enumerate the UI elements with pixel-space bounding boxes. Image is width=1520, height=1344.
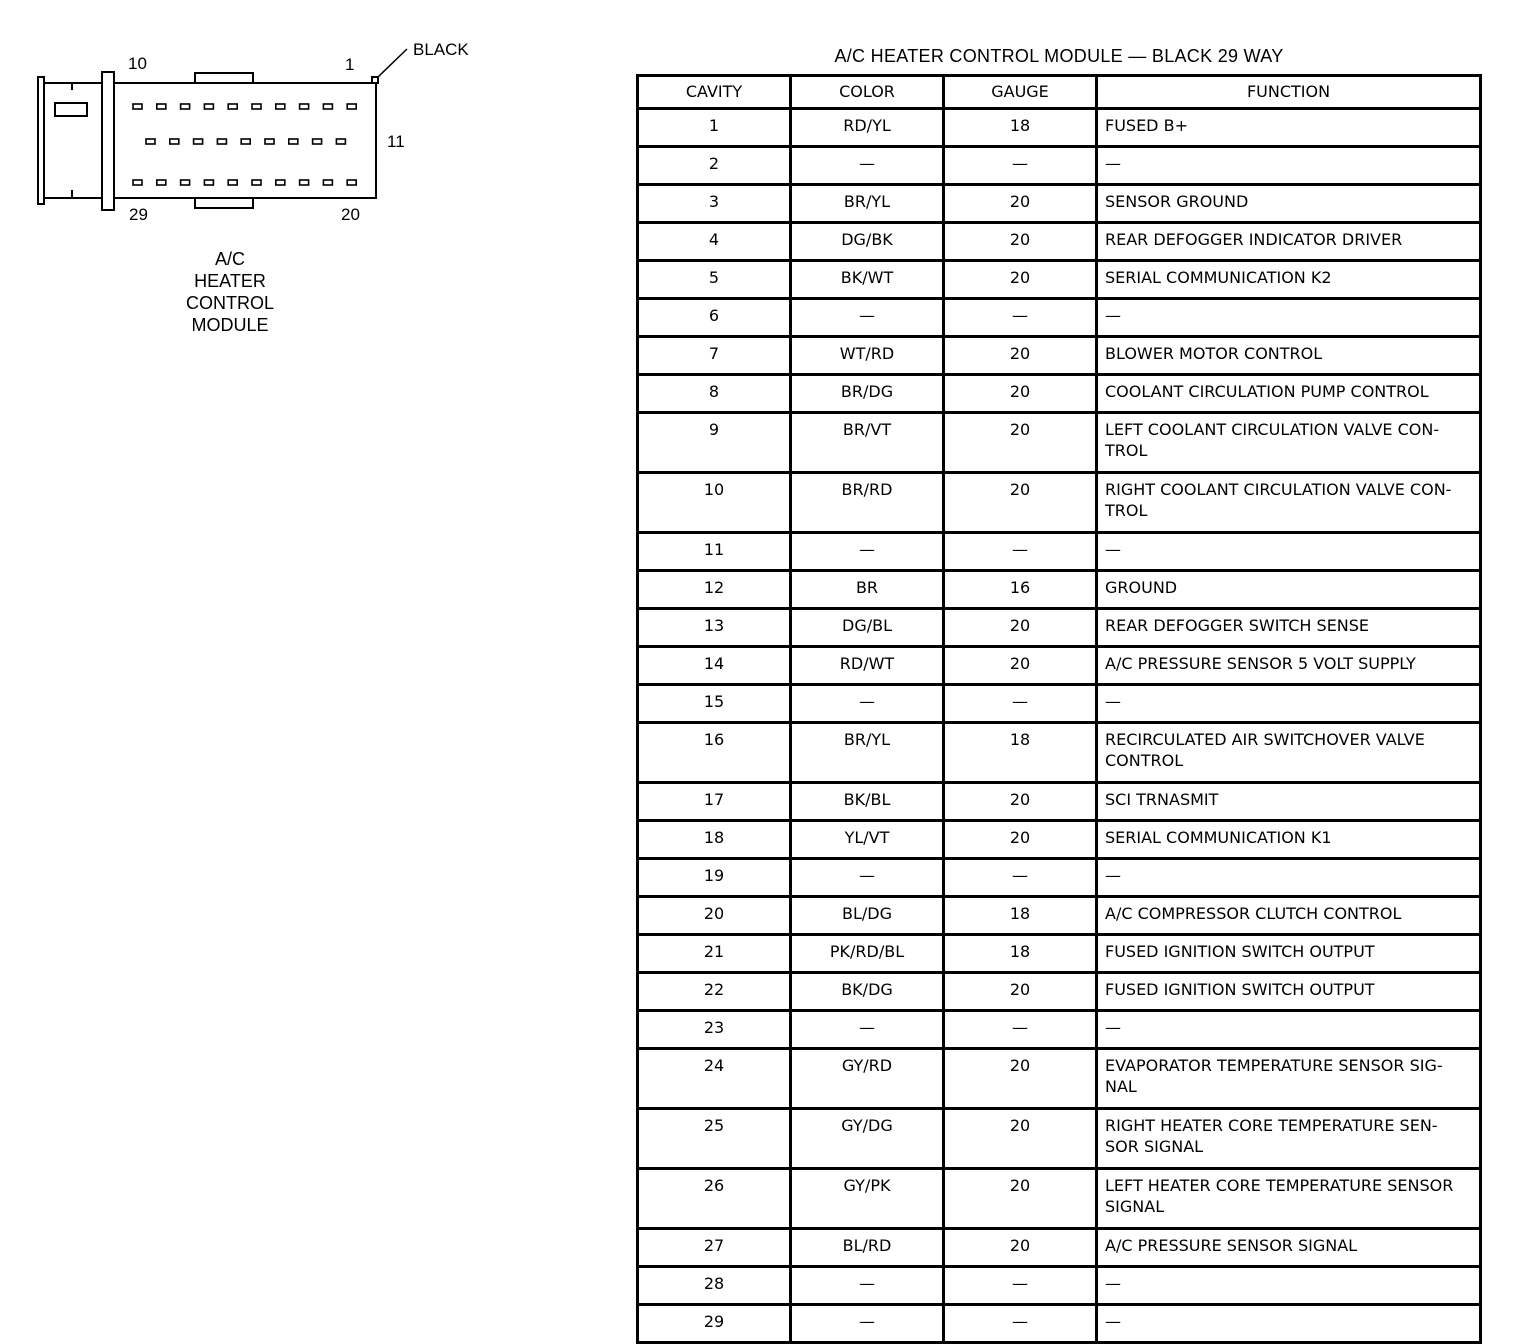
table-row	[638, 1267, 1481, 1305]
cell-color: BR	[791, 571, 944, 609]
connector-color-label: BLACK	[413, 40, 469, 59]
cell-color: GY/RD	[791, 1049, 944, 1109]
cell-color: —	[791, 299, 944, 337]
cell-function: LEFT HEATER CORE TEMPERATURE SENSOR SIGNAL	[1097, 1169, 1481, 1229]
cell-color: DG/BL	[791, 609, 944, 647]
cell-cavity: 15	[638, 685, 791, 723]
table-row	[638, 783, 1481, 821]
table-row	[638, 1049, 1481, 1109]
table-row	[638, 571, 1481, 609]
cell-cavity: 25	[638, 1109, 791, 1169]
cell-gauge: 20	[944, 1109, 1097, 1169]
cell-color: BK/WT	[791, 261, 944, 299]
cell-color: —	[791, 685, 944, 723]
cell-cavity: 12	[638, 571, 791, 609]
cell-cavity: 9	[638, 413, 791, 473]
cell-color: YL/VT	[791, 821, 944, 859]
pin-slot	[157, 180, 166, 185]
cell-gauge: —	[944, 1267, 1097, 1305]
header-function: FUNCTION	[1097, 76, 1481, 109]
table-row	[638, 685, 1481, 723]
table-row	[638, 1305, 1481, 1343]
pin-slot	[265, 139, 274, 144]
cell-function: BLOWER MOTOR CONTROL	[1097, 337, 1481, 375]
cell-cavity: 29	[638, 1305, 791, 1343]
cell-function: RIGHT HEATER CORE TEMPERATURE SEN-SOR SIGNAL	[1097, 1109, 1481, 1169]
cell-function: REAR DEFOGGER INDICATOR DRIVER	[1097, 223, 1481, 261]
cell-function: GROUND	[1097, 571, 1481, 609]
table-title: A/C HEATER CONTROL MODULE — BLACK 29 WAY	[834, 46, 1284, 66]
cell-color: WT/RD	[791, 337, 944, 375]
cell-function: A/C PRESSURE SENSOR SIGNAL	[1097, 1229, 1481, 1267]
cell-function: A/C COMPRESSOR CLUTCH CONTROL	[1097, 897, 1481, 935]
header-gauge: GAUGE	[944, 76, 1097, 109]
cell-color: BR/YL	[791, 723, 944, 783]
cell-color: BR/VT	[791, 413, 944, 473]
cell-cavity: 27	[638, 1229, 791, 1267]
cell-color: GY/DG	[791, 1109, 944, 1169]
cell-gauge: 18	[944, 723, 1097, 783]
cell-color: RD/YL	[791, 109, 944, 147]
table-row	[638, 413, 1481, 473]
cell-cavity: 16	[638, 723, 791, 783]
cell-function: —	[1097, 1267, 1481, 1305]
cell-function: EVAPORATOR TEMPERATURE SENSOR SIG-NAL	[1097, 1049, 1481, 1109]
cell-cavity: 4	[638, 223, 791, 261]
table-row	[638, 375, 1481, 413]
cell-function: —	[1097, 859, 1481, 897]
table-row	[638, 147, 1481, 185]
table-row	[638, 609, 1481, 647]
cell-function: SENSOR GROUND	[1097, 185, 1481, 223]
cell-gauge: 16	[944, 571, 1097, 609]
cell-gauge: 20	[944, 647, 1097, 685]
header-cavity: CAVITY	[638, 76, 791, 109]
cell-cavity: 22	[638, 973, 791, 1011]
pin-slot	[323, 180, 332, 185]
cell-cavity: 13	[638, 609, 791, 647]
cell-color: RD/WT	[791, 647, 944, 685]
cell-function: SERIAL COMMUNICATION K1	[1097, 821, 1481, 859]
cell-function: —	[1097, 1011, 1481, 1049]
cell-cavity: 19	[638, 859, 791, 897]
table-row	[638, 223, 1481, 261]
table-row	[638, 1011, 1481, 1049]
pin-slot	[323, 104, 332, 109]
cell-cavity: 1	[638, 109, 791, 147]
cell-function: LEFT COOLANT CIRCULATION VALVE CON-TROL	[1097, 413, 1481, 473]
cell-function: —	[1097, 299, 1481, 337]
caption-line: MODULE	[191, 315, 269, 335]
pin-slot	[194, 139, 203, 144]
table-row	[638, 821, 1481, 859]
cell-gauge: —	[944, 1011, 1097, 1049]
cell-gauge: —	[944, 533, 1097, 571]
table-row	[638, 337, 1481, 375]
table-row	[638, 723, 1481, 783]
pin-slot	[157, 104, 166, 109]
cell-color: BL/DG	[791, 897, 944, 935]
pin-slot	[347, 180, 356, 185]
cell-gauge: 20	[944, 473, 1097, 533]
pin-slot	[252, 180, 261, 185]
cell-function: COOLANT CIRCULATION PUMP CONTROL	[1097, 375, 1481, 413]
cell-color: —	[791, 859, 944, 897]
cell-cavity: 17	[638, 783, 791, 821]
cell-cavity: 10	[638, 473, 791, 533]
pin-label-20: 20	[341, 205, 360, 224]
cell-color: PK/RD/BL	[791, 935, 944, 973]
pin-slot	[241, 139, 250, 144]
cell-color: —	[791, 1011, 944, 1049]
pin-slot	[170, 139, 179, 144]
cell-function: SERIAL COMMUNICATION K2	[1097, 261, 1481, 299]
pinout-table	[636, 74, 1482, 1344]
cell-function: FUSED B+	[1097, 109, 1481, 147]
pin-slot	[336, 139, 345, 144]
cell-color: BR/DG	[791, 375, 944, 413]
pin-slot	[347, 104, 356, 109]
connector-diagram	[0, 0, 520, 360]
cell-function: —	[1097, 1305, 1481, 1343]
cell-cavity: 6	[638, 299, 791, 337]
table-row	[638, 185, 1481, 223]
pin-label-1: 1	[345, 55, 355, 74]
cell-function: FUSED IGNITION SWITCH OUTPUT	[1097, 973, 1481, 1011]
cell-color: DG/BK	[791, 223, 944, 261]
pin-slot	[313, 139, 322, 144]
table-row	[638, 533, 1481, 571]
cell-color: —	[791, 1305, 944, 1343]
table-row	[638, 1109, 1481, 1169]
cell-function: RECIRCULATED AIR SWITCHOVER VALVE CONTROL	[1097, 723, 1481, 783]
cell-cavity: 2	[638, 147, 791, 185]
cell-gauge: —	[944, 859, 1097, 897]
cell-color: BR/RD	[791, 473, 944, 533]
table-row	[638, 1169, 1481, 1229]
cell-cavity: 11	[638, 533, 791, 571]
table-row	[638, 1229, 1481, 1267]
table-row	[638, 897, 1481, 935]
pin-slot	[146, 139, 155, 144]
pin-slot	[228, 180, 237, 185]
cell-gauge: 20	[944, 609, 1097, 647]
cell-gauge: 20	[944, 375, 1097, 413]
cell-function: —	[1097, 147, 1481, 185]
pin-slot	[181, 180, 190, 185]
table-row	[638, 473, 1481, 533]
cell-gauge: 20	[944, 1049, 1097, 1109]
pin-slot	[133, 104, 142, 109]
table-row	[638, 109, 1481, 147]
cell-function: SCI TRNASMIT	[1097, 783, 1481, 821]
table-row	[638, 299, 1481, 337]
cell-function: —	[1097, 685, 1481, 723]
cell-color: —	[791, 1267, 944, 1305]
cell-color: BL/RD	[791, 1229, 944, 1267]
cell-color: BK/BL	[791, 783, 944, 821]
cell-cavity: 8	[638, 375, 791, 413]
header-color: COLOR	[791, 76, 944, 109]
pin-slot	[217, 139, 226, 144]
table-row	[638, 935, 1481, 973]
cell-gauge: 18	[944, 897, 1097, 935]
cell-gauge: 20	[944, 261, 1097, 299]
cell-cavity: 14	[638, 647, 791, 685]
cell-function: —	[1097, 533, 1481, 571]
cell-cavity: 7	[638, 337, 791, 375]
cell-gauge: 20	[944, 1169, 1097, 1229]
cell-cavity: 5	[638, 261, 791, 299]
cell-gauge: 20	[944, 973, 1097, 1011]
cell-cavity: 18	[638, 821, 791, 859]
caption-line: CONTROL	[185, 293, 274, 313]
cell-color: BK/DG	[791, 973, 944, 1011]
cell-function: FUSED IGNITION SWITCH OUTPUT	[1097, 935, 1481, 973]
pin-slot	[276, 180, 285, 185]
cell-gauge: —	[944, 1305, 1097, 1343]
cell-cavity: 20	[638, 897, 791, 935]
pin-slot	[252, 104, 261, 109]
caption-line: HEATER	[194, 271, 266, 291]
cell-cavity: 3	[638, 185, 791, 223]
pin-slot	[289, 139, 298, 144]
pin-slot	[133, 180, 142, 185]
cell-gauge: 18	[944, 109, 1097, 147]
cell-cavity: 28	[638, 1267, 791, 1305]
module-caption	[150, 248, 310, 336]
cell-cavity: 21	[638, 935, 791, 973]
cell-cavity: 24	[638, 1049, 791, 1109]
cell-gauge: —	[944, 147, 1097, 185]
cell-gauge: 20	[944, 337, 1097, 375]
table-row	[638, 859, 1481, 897]
pin-label-10: 10	[128, 54, 147, 73]
cell-color: —	[791, 533, 944, 571]
pin-slot	[300, 104, 309, 109]
cell-gauge: 20	[944, 413, 1097, 473]
pin-label-11: 11	[387, 132, 405, 151]
cell-gauge: 20	[944, 783, 1097, 821]
cell-gauge: —	[944, 685, 1097, 723]
pin-label-29: 29	[129, 205, 148, 224]
cell-gauge: 18	[944, 935, 1097, 973]
cell-function: A/C PRESSURE SENSOR 5 VOLT SUPPLY	[1097, 647, 1481, 685]
cell-color: BR/YL	[791, 185, 944, 223]
cell-function: REAR DEFOGGER SWITCH SENSE	[1097, 609, 1481, 647]
pin-slot	[181, 104, 190, 109]
pin-slot	[228, 104, 237, 109]
cell-gauge: 20	[944, 1229, 1097, 1267]
table-row	[638, 647, 1481, 685]
cell-color: GY/PK	[791, 1169, 944, 1229]
cell-gauge: 20	[944, 223, 1097, 261]
cell-cavity: 26	[638, 1169, 791, 1229]
pin-slot	[204, 104, 213, 109]
table-row	[638, 261, 1481, 299]
cell-cavity: 23	[638, 1011, 791, 1049]
table-header-row	[638, 76, 1481, 109]
cell-color: —	[791, 147, 944, 185]
table-row	[638, 973, 1481, 1011]
pin-slot	[204, 180, 213, 185]
cell-gauge: 20	[944, 185, 1097, 223]
cell-function: RIGHT COOLANT CIRCULATION VALVE CON-TROL	[1097, 473, 1481, 533]
cell-gauge: —	[944, 299, 1097, 337]
pin-slot	[276, 104, 285, 109]
caption-line: A/C	[214, 249, 245, 269]
cell-gauge: 20	[944, 821, 1097, 859]
pin-slot	[300, 180, 309, 185]
